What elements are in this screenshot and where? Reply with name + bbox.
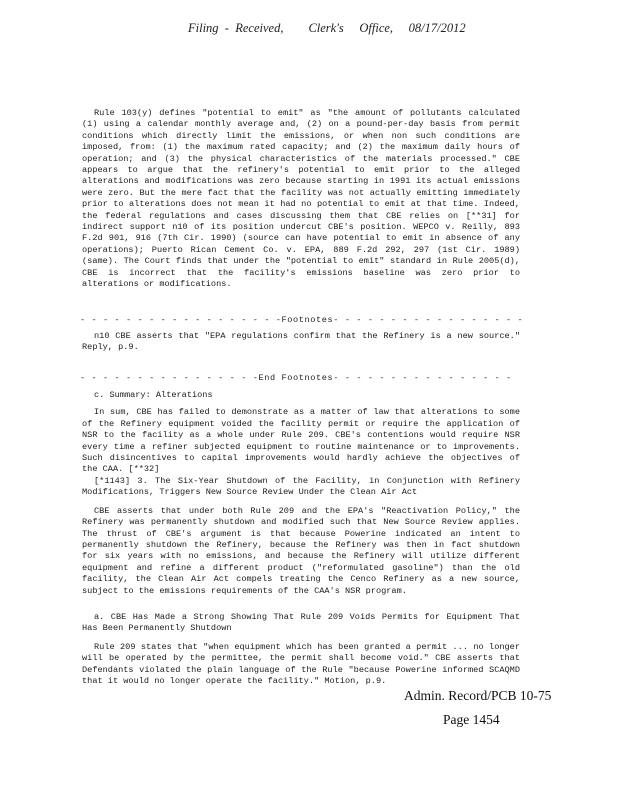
heading-summary-alterations: c. Summary: Alterations [94, 390, 213, 400]
section-six-year-shutdown [82, 476, 520, 597]
filing-stamp: Filing - Received, Clerk's Office, 08/17/2012 [188, 21, 466, 35]
section-rule-209 [82, 612, 520, 687]
footnotes-separator: - - - - - - - - - - - - - - - - - -Footnotes- - - - - - - - - - - - - - - - - [80, 315, 524, 325]
paragraph-reactivation-policy: CBE asserts that under both Rule 209 and the EPA's "Reactivation Policy," the Refinery was permanently shutdown and modified such that New Source Review applies. The thrust of CBE's argument is that because Powerine indicated an intent to permanently shutdown the Refinery, because the Refinery was then in fact shutdown for six years with no emissions, and because the Refinery will utilize different equipment and refine a different product ("reformulated gasoline") than the old facility, the Clean Air Act compels treating the Cenco Refinery as a new source, subject to the emissions requirements of the CAA's NSR program. [82, 505, 520, 596]
section-summary-alterations [82, 390, 520, 476]
footnote-n10 [82, 331, 520, 354]
page-number: Page 1454 [443, 712, 500, 727]
paragraph-summary: In sum, CBE has failed to demonstrate as a matter of law that alterations to some of the Refinery equipment voided the facility permit or require the application of NSR to the facility as a whole under Rule 209. CBE's contentions would require NSR every time a refiner subjected equipment to routine maintenance or to improvements. Such disincentives to capital improvements would hardly achieve the objectives of the CAA. [**32] [82, 407, 520, 475]
heading-rule-209: a. CBE Has Made a Strong Showing That Rule 209 Voids Permits for Equipment That Has Been Permanently Shutdown [82, 612, 520, 634]
admin-record-label: Admin. Record/PCB 10-75 [404, 688, 552, 703]
end-footnotes-separator: - - - - - - - - - - - - - - - -End Footnotes- - - - - - - - - - - - - - - - [80, 373, 512, 383]
footnote-text: n10 CBE asserts that "EPA regulations confirm that the Refinery is a new source." Reply, p.9. [82, 331, 520, 353]
paragraph-rule-209: Rule 209 states that "when equipment which has been granted a permit ... no longer will be operated by the permittee, the permit shall become void." CBE asserts that Defendants violated the plain language of the Rule "because Powerine informed SCAQMD that it would no longer operate the facility." Motion, p.9. [82, 641, 520, 687]
paragraph-text: Rule 103(y) defines "potential to emit" as "the amount of pollutants calculated (1) using a calendar monthly average and, (2) on a pound-per-day basis from permit conditions which directly limit the emissions, or when non such conditions are imposed, from: (1) the maximum rated capacity; and (2) the maximum daily hours of operation; and (3) the physical characteristics of the materials processed." CBE appears to argue that the refinery's potential to emit prior to the alleged alterations and modifications was zero because starting in 1991 its actual emissions were zero. But the mere fact that the facility was not actually emitting immediately prior to alterations does not mean it had no potential to emit at that time. Indeed, the federal regulations and cases discussing them that CBE relies on [**31] for indirect support n10 of its position undercut CBE's position. WEPCO v. Reilly, 893 F.2d 901, 916 (7th Cir. 1990) (source can have potential to emit in absence of any operations); Puerto Rican Cement Co. v. EPA, 889 F.2d 292, 297 (1st Cir. 1989) (same). The Court finds that under the "potential to emit" standard in Rule 2005(d), CBE is incorrect that the facility's emissions baseline was zero prior to alterations or modifications. [82, 108, 520, 290]
heading-six-year-shutdown: [*1143] 3. The Six-Year Shutdown of the Facility, in Conjunction with Refinery Modifications, Triggers New Source Review Under the Clean Air Act [82, 476, 520, 498]
paragraph-potential-to-emit [82, 108, 520, 291]
